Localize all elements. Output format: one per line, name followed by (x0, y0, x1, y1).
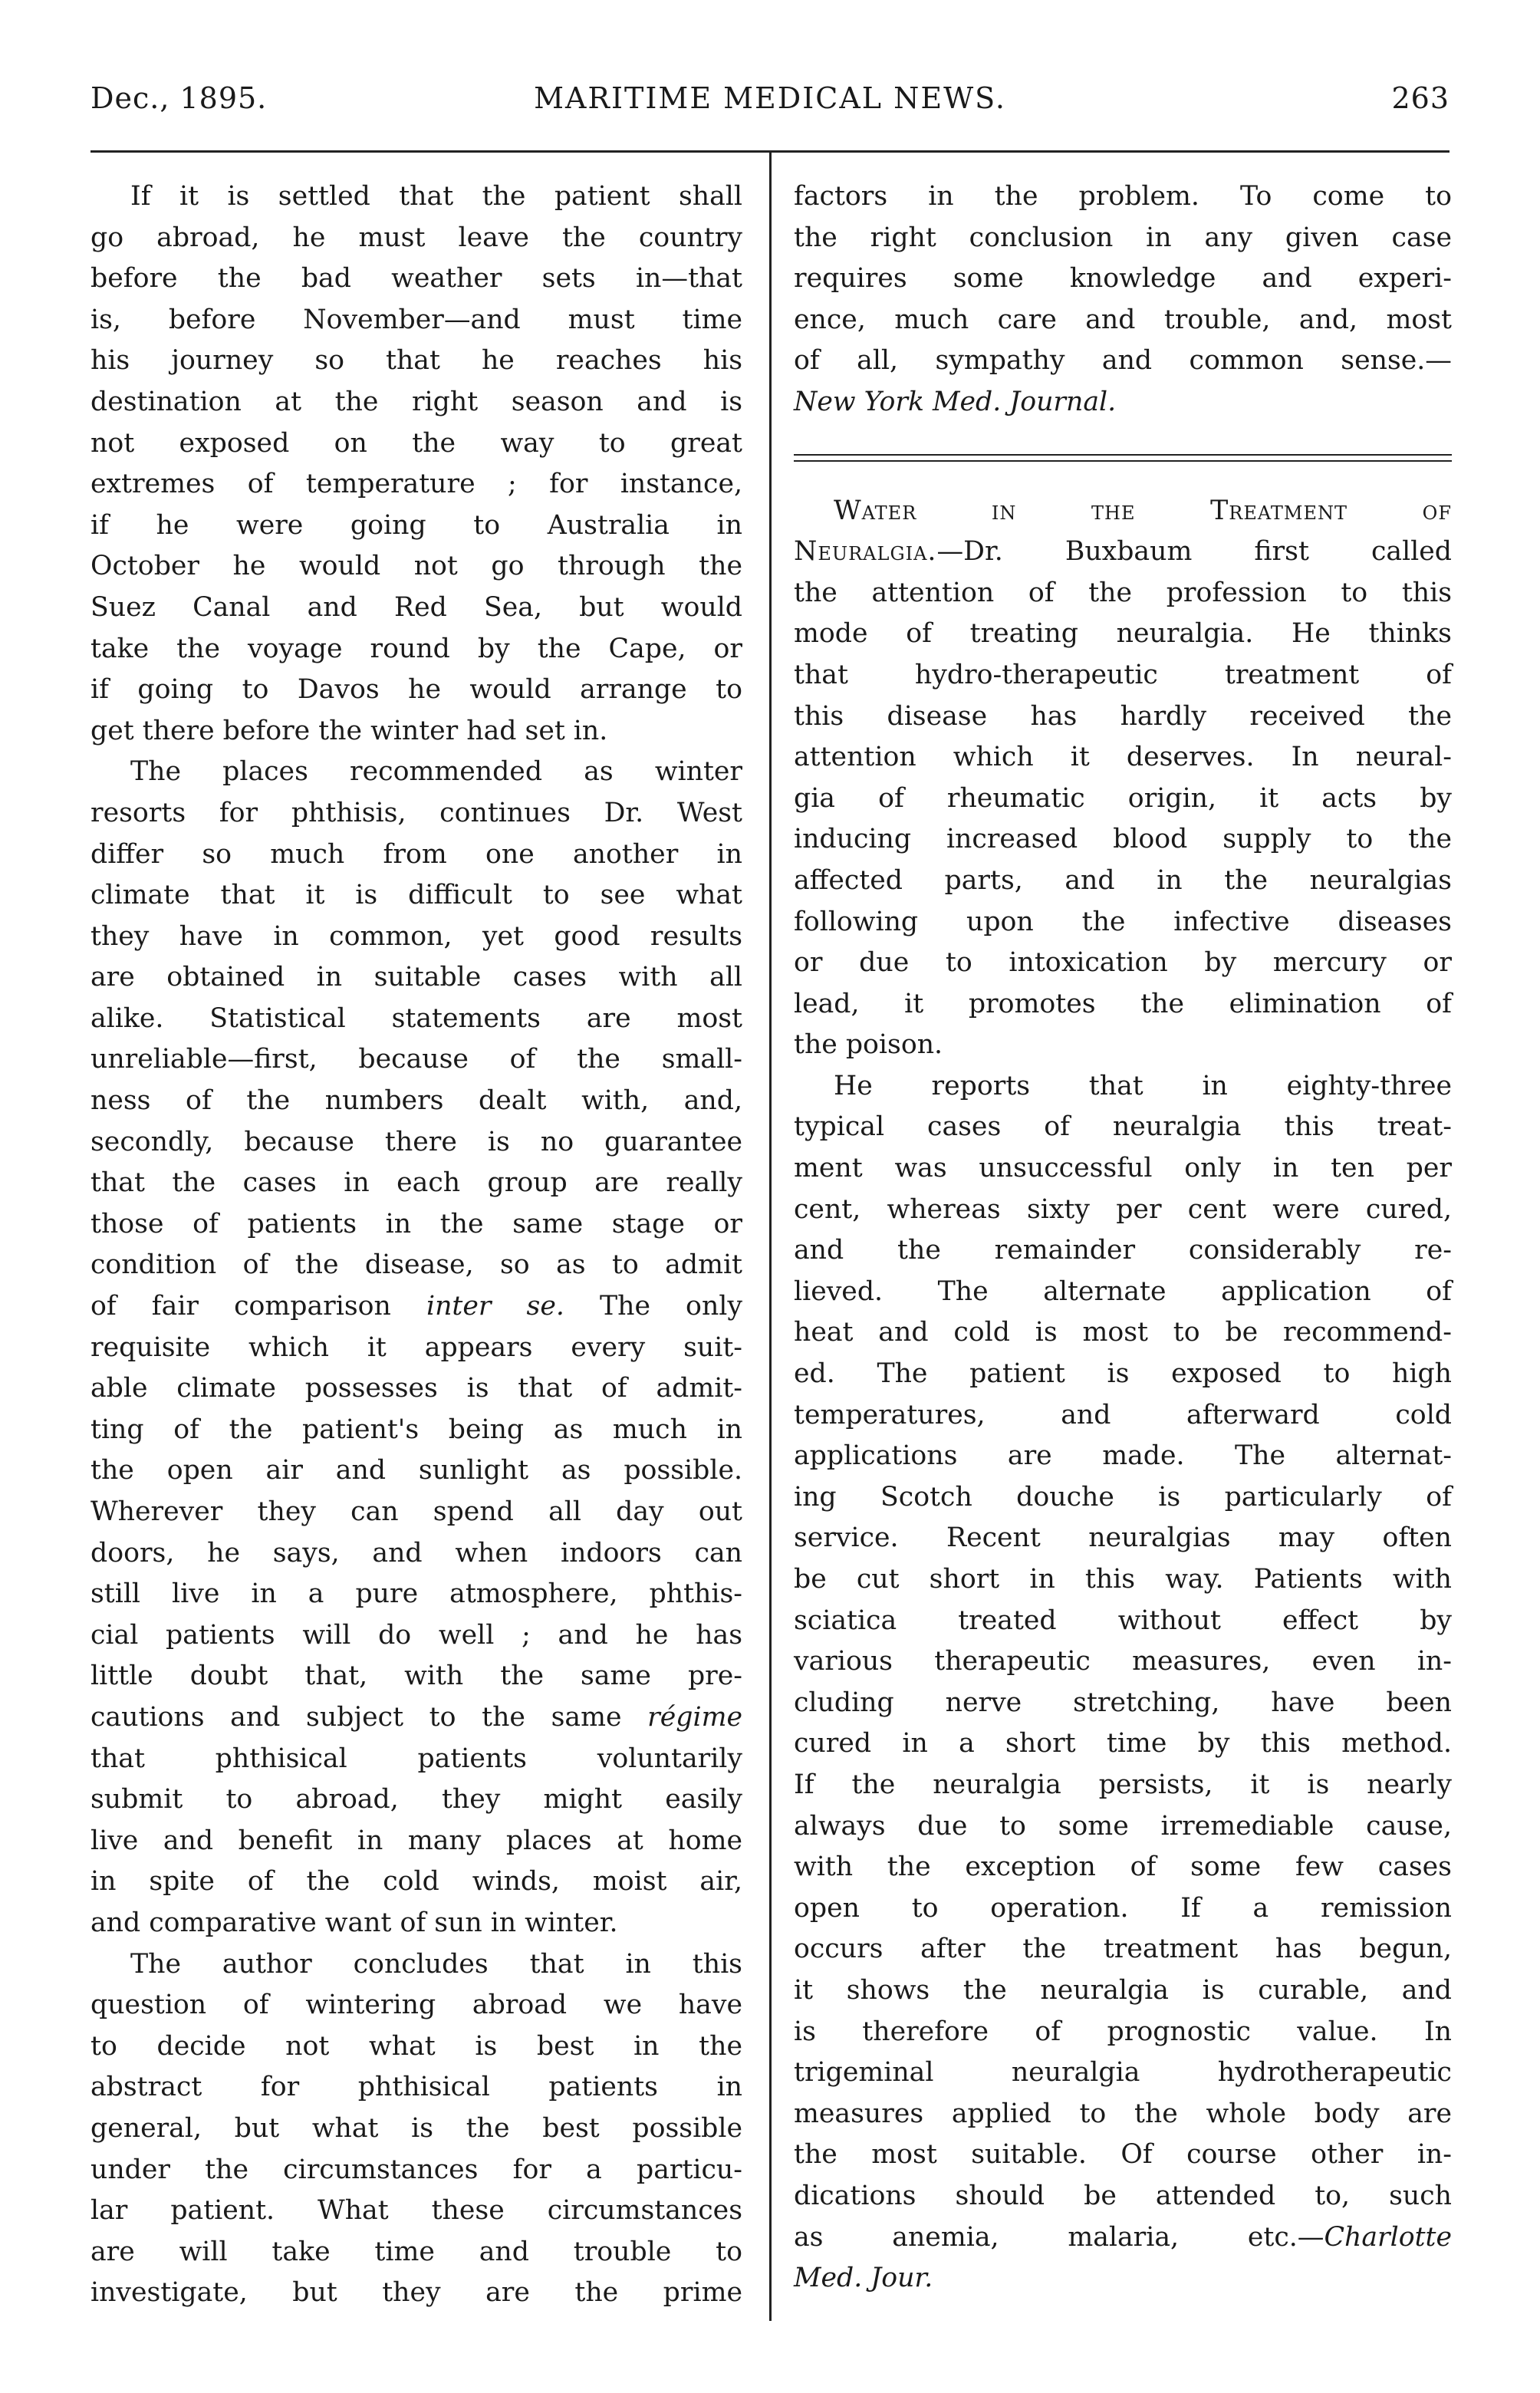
text-line: secondly, because there is no guarantee (90, 1126, 742, 1157)
article-title-text: Water in the Treatment of (834, 495, 1452, 526)
text-line: that the cases in each group are really (90, 1167, 742, 1199)
journal-title: MARITIME MEDICAL NEWS. (534, 81, 1006, 115)
text-line: ence, much care and trouble, and, most (794, 304, 1452, 335)
text-line: inducing increased blood supply to the (794, 824, 1452, 855)
article-title (794, 491, 1452, 532)
text-line: mode of treating neuralgia. He thinks (794, 618, 1452, 650)
paragraph-treatment-results (794, 1066, 1452, 2299)
text-line: the open air and sunlight as possible. (90, 1455, 742, 1486)
text-line: alike. Statistical statements are most (90, 1002, 742, 1034)
text-line: cial patients will do well ; and he has (90, 1619, 742, 1651)
text-line: not exposed on the way to great (90, 427, 742, 459)
text-line: resorts for phthisis, continues Dr. West (90, 797, 742, 828)
text-line: measures applied to the whole body are (794, 2098, 1452, 2129)
text-line: is, before November—and must time (90, 304, 742, 335)
paragraph-wintering-timing (90, 176, 742, 752)
text-line: ing Scotch douche is particularly of (794, 1481, 1452, 1512)
text-line: investigate, but they are the prime (90, 2277, 742, 2309)
page-number: 263 (1391, 81, 1450, 115)
text-line: destination at the right season and is (90, 386, 742, 417)
text-line: of all, sympathy and common sense.— (794, 345, 1452, 377)
text-line: they have in common, yet good results (90, 920, 742, 952)
text-line: the right conclusion in any given case (794, 222, 1452, 253)
paragraph-winter-resorts (90, 752, 742, 1944)
text-line: factors in the problem. To come to (794, 181, 1452, 212)
text-line: are will take time and trouble to (90, 2236, 742, 2267)
text-line: dications should be attended to, such (794, 2180, 1452, 2211)
text-line: the attention of the profession to this (794, 577, 1452, 608)
running-head (90, 74, 1450, 123)
left-column (90, 176, 742, 2314)
text-line: if he were going to Australia in (90, 509, 742, 541)
text-line: it shows the neuralgia is curable, and (794, 1974, 1452, 2006)
text-line: general, but what is the best possible (90, 2112, 742, 2144)
text-span: of fair comparison (90, 1291, 426, 1322)
text-line: to decide not what is best in the (90, 2030, 742, 2062)
text-line: unreliable—first, because of the small- (90, 1044, 742, 1075)
text-line: The author concludes that in this (130, 1948, 742, 1980)
text-line: requires some knowledge and experi- (794, 263, 1452, 295)
text-line: cured in a short time by this method. (794, 1728, 1452, 1759)
text-line: requisite which it appears every suit- (90, 1331, 742, 1363)
text-line: ness of the numbers dealt with, and, (90, 1085, 742, 1117)
article-neuralgia (794, 491, 1452, 1066)
text-line: sciatica treated without effect by (794, 1605, 1452, 1636)
text-line: under the circumstances for a particu- (90, 2154, 742, 2185)
article-title-text: Neuralgia. (794, 536, 937, 568)
text-line: cluding nerve stretching, have been (794, 1687, 1452, 1718)
text-line: ed. The patient is exposed to high (794, 1358, 1452, 1390)
text-line: if going to Davos he would arrange to (90, 674, 742, 706)
source-citation: Charlotte (1324, 2221, 1452, 2253)
text-line: lead, it promotes the elimination of (794, 988, 1452, 1019)
text-line: If it is settled that the patient shall (130, 181, 742, 212)
text-span: —Dr. Buxbaum first called (936, 536, 1452, 568)
text-line: still live in a pure atmosphere, phthis- (90, 1578, 742, 1610)
text-line: little doubt that, with the same pre- (90, 1661, 742, 1692)
text-line: typical cases of neuralgia this treat- (794, 1111, 1452, 1143)
italic-phrase: inter se. (426, 1291, 564, 1322)
text-line: The places recommended as winter (130, 756, 742, 788)
italic-phrase: régime (647, 1701, 742, 1733)
text-line: temperatures, and afterward cold (794, 1399, 1452, 1430)
text-line: take the voyage round by the Cape, or (90, 633, 742, 664)
text-line (90, 1697, 742, 1739)
text-line: various therapeutic measures, even in- (794, 1646, 1452, 1677)
text-line: following upon the infective diseases (794, 906, 1452, 937)
text-line: abstract for phthisical patients in (90, 2072, 742, 2103)
text-line: with the exception of some few cases (794, 1852, 1452, 1883)
text-line: are obtained in suitable cases with all (90, 962, 742, 993)
text-line: and the remainder considerably re- (794, 1235, 1452, 1266)
text-line: or due to intoxication by mercury or (794, 947, 1452, 979)
source-citation: New York Med. Journal. (794, 386, 1117, 417)
text-line: this disease has hardly received the (794, 700, 1452, 732)
text-line: in spite of the cold winds, moist air, (90, 1866, 742, 1898)
text-line: October he would not go through the (90, 551, 742, 582)
text-line: his journey so that he reaches his (90, 345, 742, 377)
text-line: cent, whereas sixty per cent were cured, (794, 1193, 1452, 1225)
text-span: The only (564, 1291, 742, 1322)
text-line: the most suitable. Of course other in- (794, 2139, 1452, 2171)
text-line: get there before the winter had set in. (90, 715, 608, 746)
text-line: live and benefit in many places at home (90, 1825, 742, 1856)
text-line: attention which it deserves. In neural- (794, 742, 1452, 773)
right-column (794, 176, 1452, 2299)
source-citation: Med. Jour. (794, 2263, 933, 2294)
text-line: the poison. (794, 1029, 943, 1061)
text-line: is therefore of prognostic value. In (794, 2016, 1452, 2047)
text-line: be cut short in this way. Patients with (794, 1564, 1452, 1595)
text-line: Suez Canal and Red Sea, but would (90, 591, 742, 623)
text-line (90, 1286, 742, 1328)
text-line (794, 2258, 1452, 2299)
text-line: gia of rheumatic origin, it acts by (794, 782, 1452, 814)
text-line: service. Recent neuralgias may often (794, 1522, 1452, 1554)
text-line: those of patients in the same stage or (90, 1208, 742, 1239)
text-line: before the bad weather sets in—that (90, 263, 742, 295)
text-line: heat and cold is most to be recommend- (794, 1317, 1452, 1348)
text-line: lar patient. What these circumstances (90, 2195, 742, 2227)
text-line: ment was unsuccessful only in ten per (794, 1153, 1452, 1184)
text-line (794, 532, 1452, 573)
text-line: condition of the disease, so as to admit (90, 1249, 742, 1281)
text-line: He reports that in eighty-three (834, 1070, 1452, 1101)
issue-date: Dec., 1895. (90, 81, 268, 115)
text-span: cautions and subject to the same (90, 1701, 648, 1733)
text-line: ting of the patient's being as much in (90, 1414, 742, 1445)
text-line: that phthisical patients voluntarily (90, 1743, 742, 1774)
text-line: trigeminal neuralgia hydrotherapeutic (794, 2057, 1452, 2089)
text-line: applications are made. The alternat- (794, 1440, 1452, 1472)
text-line: question of wintering abroad we have (90, 1990, 742, 2021)
text-line: lieved. The alternate application of (794, 1275, 1452, 1307)
text-line: doors, he says, and when indoors can (90, 1537, 742, 1568)
text-line: extremes of temperature ; for instance, (90, 469, 742, 500)
text-line: differ so much from one another in (90, 838, 742, 870)
text-line: climate that it is difficult to see what (90, 880, 742, 911)
text-line: always due to some irremediable cause, (794, 1810, 1452, 1842)
text-line: open to operation. If a remission (794, 1892, 1452, 1924)
section-divider (794, 454, 1452, 462)
column-divider (769, 150, 772, 2321)
text-line (794, 2217, 1452, 2259)
paragraph-prime-factors (794, 176, 1452, 423)
text-line: affected parts, and in the neuralgias (794, 864, 1452, 896)
text-line: that hydro-therapeutic treatment of (794, 659, 1452, 690)
text-line: go abroad, he must leave the country (90, 222, 742, 253)
text-line: Wherever they can spend all day out (90, 1496, 742, 1527)
text-line: If the neuralgia persists, it is nearly (794, 1769, 1452, 1800)
text-line (794, 382, 1452, 423)
text-line: able climate possesses is that of admit- (90, 1373, 742, 1404)
paragraph-author-conclusion (90, 1944, 742, 2314)
text-line: and comparative want of sun in winter. (90, 1907, 618, 1938)
text-span: as anemia, malaria, etc.— (794, 2221, 1324, 2253)
text-line: occurs after the treatment has begun, (794, 1934, 1452, 1965)
text-line: submit to abroad, they might easily (90, 1784, 742, 1815)
